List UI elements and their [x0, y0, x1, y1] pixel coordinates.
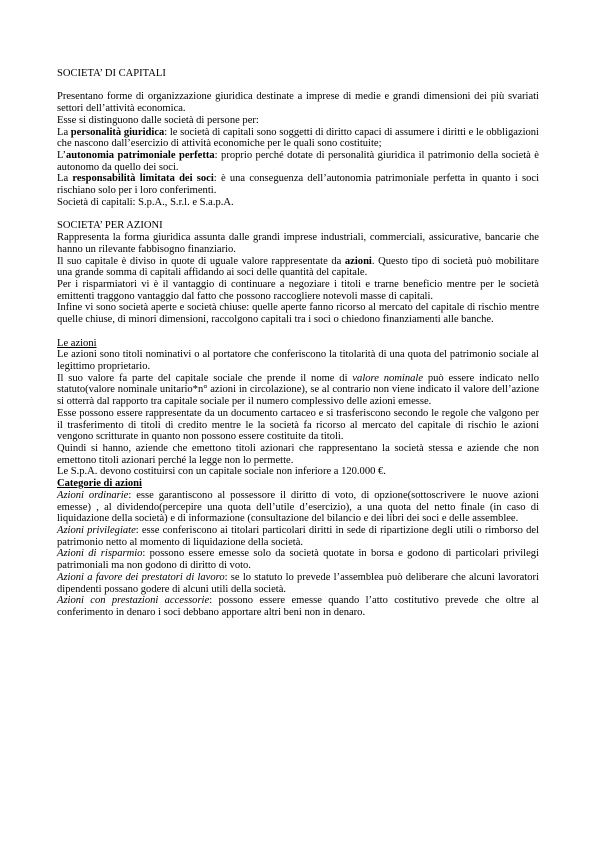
spacer	[57, 80, 539, 92]
paragraph: Le azioni sono titoli nominativi o al portatore che conferiscono la titolarità di una quota del patrimonio sociale al legittimo proprietario.	[57, 349, 539, 372]
italic-term: Azioni a favore dei prestatori di lavoro	[57, 571, 225, 583]
italic-term: Azioni privilegiate	[57, 525, 136, 537]
paragraph	[57, 256, 539, 279]
spacer	[57, 326, 539, 338]
text: . Questo tipo di società può mobilitare una grande somma di capitali affidando ai soci delle quantità del capitale.	[57, 255, 539, 279]
text: La	[57, 126, 71, 138]
text: : se lo statuto lo prevede l’assemblea può deliberare che alcuni lavoratori dipendenti possano godere di alcuni utili della società.	[57, 571, 539, 595]
text: : le società di capitali sono soggetti di diritto capaci di assumere i diritti e le obbligazioni che nascono dall’esercizio di attività economiche per le quali sono costituite;	[57, 126, 539, 150]
text: : possono essere emesse quando l’atto costitutivo prevede che oltre al conferimento in denaro i soci debbano apportare altri beni non in denaro.	[57, 595, 539, 619]
section-title-le-azioni: Le azioni	[57, 337, 97, 349]
paragraph	[57, 490, 539, 525]
document-page	[57, 68, 539, 619]
paragraph: Le S.p.A. devono costituirsi con un capitale sociale non inferiore a 120.000 €.	[57, 466, 386, 478]
section-title-categorie-di-azioni	[57, 478, 539, 490]
bold-term: autonomia patrimoniale perfetta	[66, 150, 215, 162]
bold-term: azioni	[344, 255, 372, 267]
spacer	[57, 209, 539, 221]
bold-title: Categorie di azioni	[57, 478, 142, 490]
text: : possono essere emesse solo da società quotate in borsa e godono di particolari privilegi patrimoniali ma non godono di diritto di voto.	[57, 548, 540, 572]
italic-term: Azioni ordinarie	[57, 489, 129, 501]
text: : è una conseguenza dell’autonomia patrimoniale perfetta in quanto i soci rischiano solo per i loro conferimenti.	[57, 173, 539, 197]
paragraph	[57, 127, 539, 150]
italic-term: valore nominale	[352, 372, 423, 384]
paragraph: Per i risparmiatori vi è il vantaggio di continuare a negoziare i titoli e trarne beneficio mentre per le società emittenti traggono vantaggio dal fatto che possono raccogliere notevoli masse di capitali.	[57, 278, 539, 302]
paragraph: Presentano forme di organizzazione giuridica destinate a imprese di medie e grandi dimensioni dei più svariati settori dell’attività economica.	[57, 91, 539, 115]
paragraph: Società di capitali: S.p.A., S.r.l. e S.a.p.A.	[57, 196, 234, 208]
text: : proprio perché dotate di personalità giuridica il patrimonio della società è autonomo da quello dei soci.	[57, 150, 539, 173]
paragraph	[57, 150, 539, 173]
bold-term: personalità giuridica	[70, 126, 165, 138]
paragraph	[57, 572, 539, 595]
paragraph: Quindi si hanno, aziende che emettono titoli azionari che rappresentano la società stessa e aziende che non emettono titoli azionari perché la legge non lo permette.	[57, 443, 539, 466]
paragraph: Esse possono essere rappresentate da un documento cartaceo e si trasferiscono secondo le regole che valgono per il trasferimento di titoli di credito mentre le la società fa ricorso al mercato del capitale di rischio le azioni vengono scritturate in quanto non possono essere costituite da titoli.	[57, 407, 539, 443]
text: L’	[57, 150, 66, 162]
section-title-societa-per-azioni: SOCIETA’ PER AZIONI	[57, 220, 163, 232]
text: può essere indicato nello statuto(valore nominale unitario*n° azioni in circolazione), se al contrario non viene indicato il valore dell’azione si otterrà dal rapporto tra capitale sociale per il numero complessivo delle azioni emesse.	[57, 372, 539, 408]
paragraph	[57, 173, 539, 196]
bold-term: responsabilità limitata dei soci	[72, 173, 214, 185]
italic-term: Azioni con prestazioni accessorie	[57, 595, 210, 607]
paragraph: Esse si distinguono dalle società di persone per:	[57, 114, 259, 126]
paragraph: Rappresenta la forma giuridica assunta dalle grandi imprese industriali, commerciali, assicurative, bancarie che hanno un rilevante fabbisogno finanziario.	[57, 232, 539, 255]
paragraph	[57, 525, 539, 548]
text: : esse conferiscono ai titolari particolari diritti in sede di ripartizione degli utili o rimborso del patrimonio netto al momento di liquidazione della società.	[57, 525, 540, 548]
text: Il suo valore fa parte del capitale sociale che prende il nome di	[57, 372, 353, 384]
text: Il suo capitale è diviso in quote di uguale valore rappresentate da	[57, 255, 345, 267]
paragraph	[57, 373, 539, 408]
section-title-societa-di-capitali: SOCIETA’ DI CAPITALI	[57, 68, 166, 79]
italic-term: Azioni di risparmio	[57, 548, 143, 560]
paragraph: Infine vi sono società aperte e società chiuse: quelle aperte fanno ricorso al mercato del capitale di rischio mentre quelle chiuse, di minori dimensioni, raccolgono capitali tra i soci o chiedono finanziamenti alle banche.	[57, 302, 539, 326]
paragraph	[57, 548, 539, 571]
paragraph	[57, 595, 539, 618]
text: La	[57, 173, 73, 185]
text: : esse garantiscono al possessore il diritto di voto, di opzione(sottoscrivere le nuove azioni emesse) , al dividendo(percepire una quota dell’utile d’esercizio), a una quota del netto finale (in caso di liquidazione della società) e di informazione (consultazione del bilancio e dei libri dei soci e delle assemblee.	[57, 489, 539, 525]
